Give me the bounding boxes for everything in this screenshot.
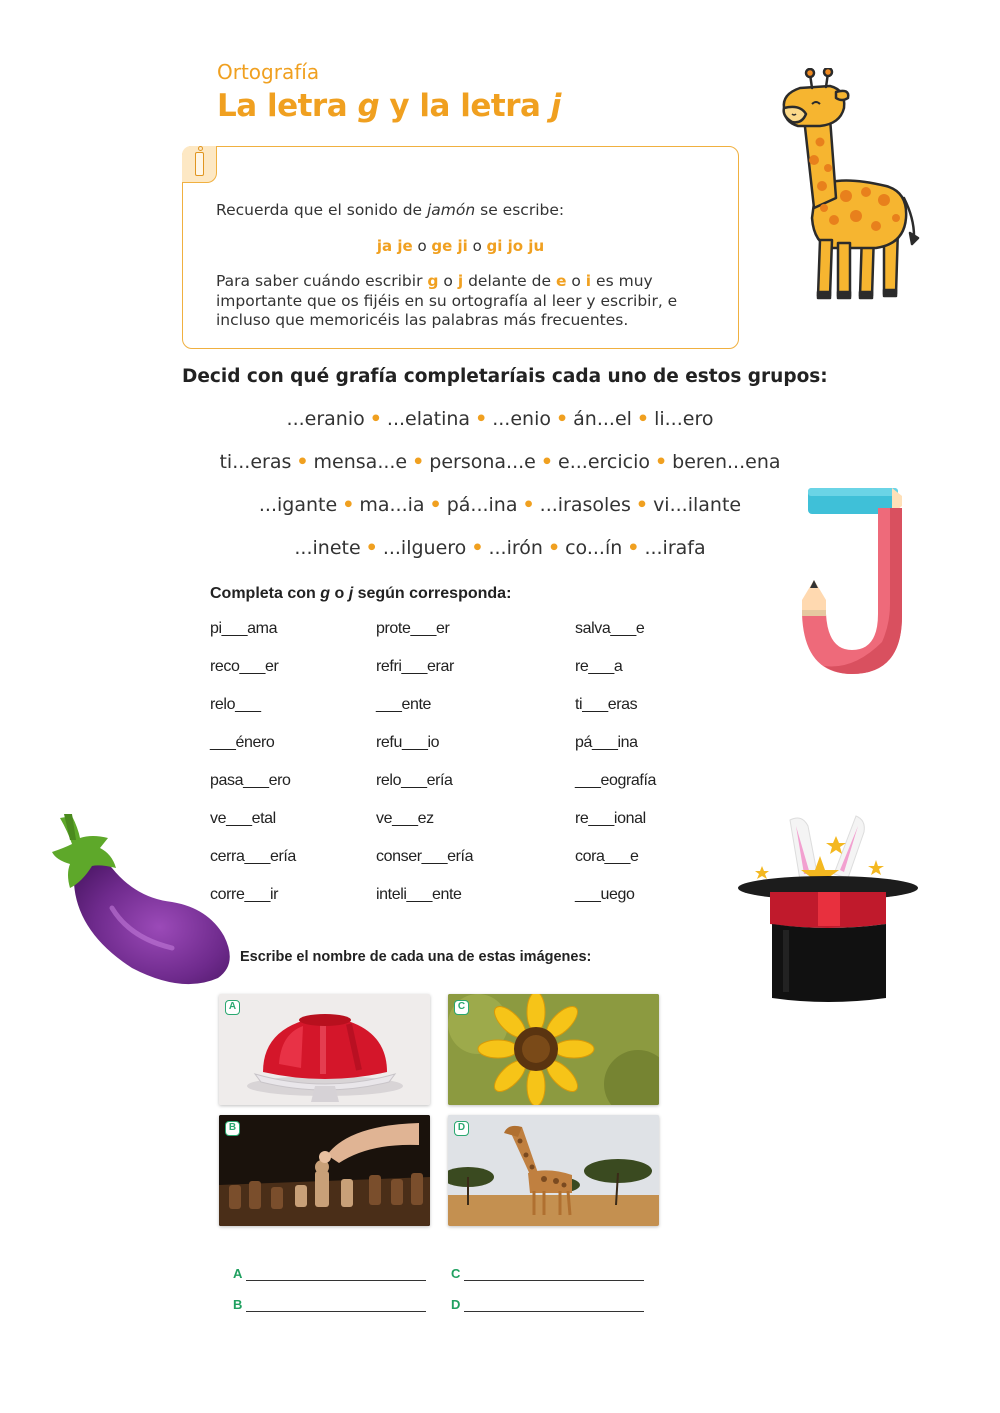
- exercise1-instruction: Decid con qué grafía completaríais cada uno de estos grupos:: [182, 366, 828, 387]
- bullet-separator: •: [654, 451, 668, 473]
- word-row: [0, 408, 1000, 430]
- fill-in-word[interactable]: cora___e: [575, 848, 639, 865]
- bullet-separator: •: [369, 408, 382, 430]
- word-gap: ...igante: [258, 494, 338, 516]
- info-intro: [216, 201, 564, 219]
- fill-in-word[interactable]: corre___ir: [210, 886, 279, 903]
- word-gap: ...eranio: [286, 408, 365, 430]
- info-text: es muy importante que os fijéis en su ortografía al leer y escribir, e incluso que memoricéis las palabras más frecuentes.: [216, 272, 678, 329]
- word-gap: vi...ilante: [653, 494, 742, 516]
- eggplant-icon: [52, 808, 234, 992]
- exercise3-instruction: Escribe el nombre de cada una de estas imágenes:: [240, 949, 592, 965]
- bullet-separator: •: [471, 537, 484, 559]
- fill-in-word[interactable]: ti___eras: [575, 696, 638, 713]
- word-gap: án...el: [573, 408, 632, 430]
- photo-badge: C: [454, 1000, 469, 1015]
- info-paragraph: [216, 272, 721, 331]
- exercise2-instruction: [210, 585, 511, 603]
- answer-line[interactable]: [246, 1280, 426, 1281]
- fill-in-word[interactable]: inteli___ente: [376, 886, 462, 903]
- fill-in-word[interactable]: refu___io: [376, 734, 440, 751]
- word-gap: ma...ia: [359, 494, 425, 516]
- fill-in-word[interactable]: re___ional: [575, 810, 646, 827]
- word-gap: e...ercicio: [558, 451, 650, 473]
- info-letter: e: [555, 272, 567, 290]
- word-gap: ...irón: [488, 537, 543, 559]
- bullet-separator: •: [555, 408, 569, 430]
- giraffe-icon: [776, 68, 926, 304]
- answer-label: B: [233, 1297, 243, 1312]
- bullet-separator: •: [429, 494, 442, 516]
- instruction-letter: g: [320, 585, 331, 602]
- fill-in-word[interactable]: ___eografía: [575, 772, 657, 789]
- info-text: Recuerda que el sonido de: [216, 201, 427, 219]
- word-gap: persona...e: [429, 451, 536, 473]
- fill-in-word[interactable]: ___uego: [575, 886, 635, 903]
- pencil-j-icon: [796, 484, 906, 678]
- instruction-text: o: [330, 585, 349, 602]
- fill-in-word[interactable]: reco___er: [210, 658, 279, 675]
- photo-sunflower: [448, 994, 659, 1105]
- bullet-separator: •: [365, 537, 378, 559]
- word-gap: beren...ena: [672, 451, 781, 473]
- fill-in-word[interactable]: re___a: [575, 658, 623, 675]
- fill-in-word[interactable]: conser___ería: [376, 848, 474, 865]
- answer-label: A: [233, 1266, 243, 1281]
- fill-in-word[interactable]: ___énero: [210, 734, 275, 751]
- section-label: Ortografía: [217, 60, 320, 84]
- word-gap: co...ín: [565, 537, 623, 559]
- bullet-separator: •: [547, 537, 561, 559]
- word-gap: ...ilguero: [382, 537, 467, 559]
- fill-in-word[interactable]: cerra___ería: [210, 848, 296, 865]
- bullet-separator: •: [475, 408, 488, 430]
- info-text: delante de: [463, 272, 556, 290]
- word-gap: ...inete: [294, 537, 361, 559]
- info-syllables: [182, 237, 739, 255]
- answer-line[interactable]: [464, 1311, 644, 1312]
- bullet-separator: •: [522, 494, 535, 516]
- info-example-word: jamón: [427, 201, 476, 219]
- bullet-separator: •: [540, 451, 554, 473]
- word-gap: ...irafa: [644, 537, 706, 559]
- word-gap: li...ero: [654, 408, 714, 430]
- answer-label: C: [451, 1266, 461, 1281]
- info-text: Para saber cuándo escribir: [216, 272, 428, 290]
- instruction-letter: j: [348, 585, 354, 602]
- syllable-connector: o: [467, 237, 487, 255]
- bullet-separator: •: [342, 494, 355, 516]
- photo-badge: A: [225, 1000, 240, 1015]
- title-letter-g: g: [357, 88, 380, 124]
- bullet-separator: •: [636, 408, 650, 430]
- info-letter: j: [457, 272, 464, 290]
- photo-jelly: [219, 994, 430, 1105]
- word-row: [0, 451, 1000, 473]
- bullet-separator: •: [627, 537, 640, 559]
- title-part: La letra: [217, 88, 358, 124]
- answer-line[interactable]: [464, 1280, 644, 1281]
- photo-badge: B: [225, 1121, 240, 1136]
- info-text: se escribe:: [475, 201, 565, 219]
- fill-in-word[interactable]: prote___er: [376, 620, 450, 637]
- word-gap: ...irasoles: [539, 494, 631, 516]
- fill-in-word[interactable]: relo___: [210, 696, 261, 713]
- fill-in-word[interactable]: ve___ez: [376, 810, 434, 827]
- info-text: o: [438, 272, 458, 290]
- fill-in-word[interactable]: pasa___ero: [210, 772, 291, 789]
- word-gap: pá...ina: [446, 494, 518, 516]
- bullet-separator: •: [412, 451, 425, 473]
- word-gap: mensa...e: [313, 451, 408, 473]
- fill-in-word[interactable]: relo___ería: [376, 772, 453, 789]
- answer-label: D: [451, 1297, 461, 1312]
- info-letter: i: [585, 272, 592, 290]
- fill-in-word[interactable]: pi___ama: [210, 620, 278, 637]
- info-icon: [182, 146, 217, 183]
- fill-in-word[interactable]: ve___etal: [210, 810, 276, 827]
- syllable-connector: o: [412, 237, 432, 255]
- syllable-group: gi jo ju: [486, 237, 545, 255]
- bullet-separator: •: [296, 451, 309, 473]
- instruction-text: según corresponda:: [353, 585, 512, 602]
- title-part: y la letra: [379, 88, 551, 124]
- title-letter-j: j: [550, 88, 561, 124]
- word-gap: ti...eras: [219, 451, 292, 473]
- photo-badge: D: [454, 1121, 469, 1136]
- info-text: o: [566, 272, 586, 290]
- fill-in-word[interactable]: salva___e: [575, 620, 645, 637]
- info-letter: g: [427, 272, 439, 290]
- word-gap: ...elatina: [386, 408, 471, 430]
- photo-giraffe: [448, 1115, 659, 1226]
- photo-chess: [219, 1115, 430, 1226]
- fill-in-word[interactable]: refri___erar: [376, 658, 454, 675]
- instruction-text: Completa con: [210, 585, 321, 602]
- magic-hat-icon: [736, 812, 924, 1006]
- fill-in-word[interactable]: ___ente: [376, 696, 432, 713]
- bullet-separator: •: [635, 494, 649, 516]
- answer-line[interactable]: [246, 1311, 426, 1312]
- page-title: [217, 88, 561, 124]
- fill-in-word[interactable]: pá___ina: [575, 734, 638, 751]
- syllable-group: ja je: [376, 237, 413, 255]
- syllable-group: ge ji: [431, 237, 468, 255]
- word-gap: ...enio: [492, 408, 551, 430]
